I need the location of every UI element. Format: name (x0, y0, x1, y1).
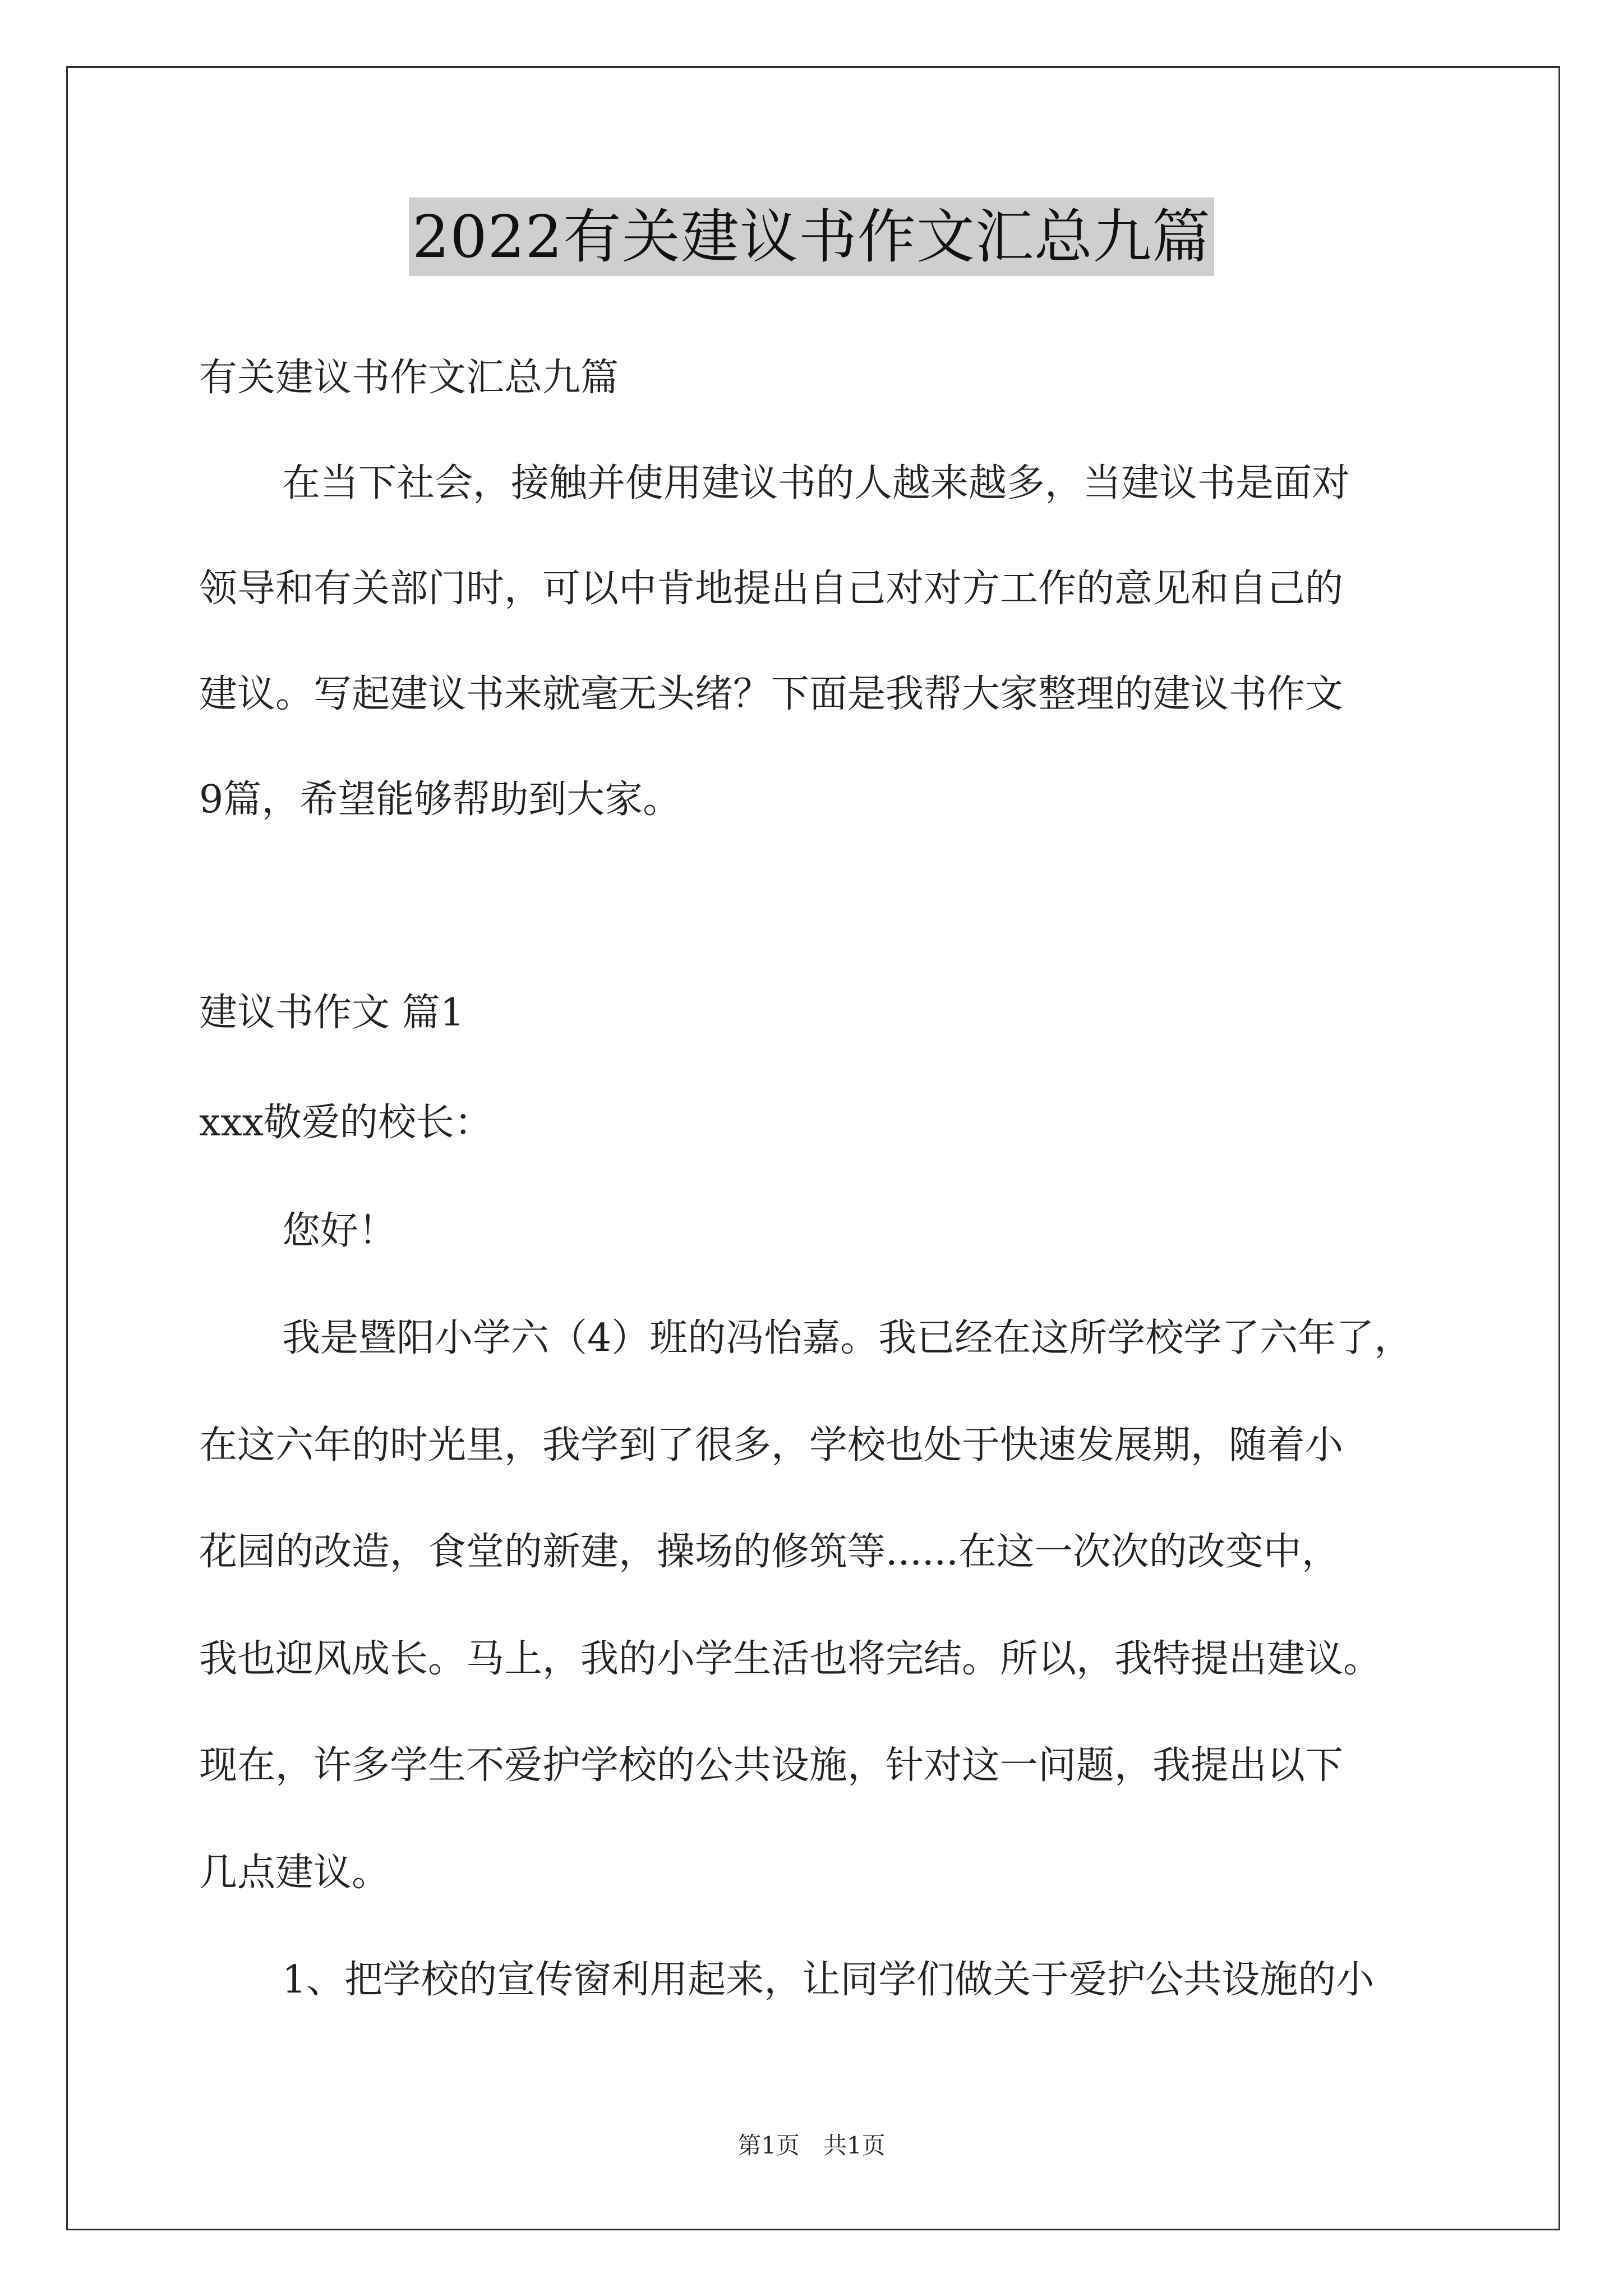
intro-line-2: 领导和有关部门时，可以中肯地提出自己对对方工作的意见和自己的 (199, 567, 1344, 611)
body-line-6: 几点建议。 (199, 1851, 390, 1895)
intro-line-1: 在当下社会，接触并使用建议书的人越来越多，当建议书是面对 (282, 461, 1350, 505)
subtitle: 有关建议书作文汇总九篇 (199, 356, 619, 400)
page-footer: 第1页 共1页 (737, 2132, 886, 2159)
salutation: xxx敬爱的校长： (199, 1101, 493, 1145)
document-title: 2022有关建议书作文汇总九篇 (409, 197, 1214, 276)
body-line-1: 我是暨阳小学六（4）班的冯怡嘉。我已经在这所学校学了六年了， (282, 1316, 1413, 1360)
body-line-4: 我也迎风成长。马上，我的小学生活也将完结。所以，我特提出建议。 (199, 1637, 1382, 1681)
intro-line-4: 9篇，希望能够帮助到大家。 (199, 777, 681, 822)
section-heading: 建议书作文 篇1 (199, 991, 464, 1035)
point-1-line: 1、把学校的宣传窗利用起来，让同学们做关于爱护公共设施的小 (282, 1958, 1375, 2002)
intro-line-3: 建议。写起建议书来就毫无头绪？下面是我帮大家整理的建议书作文 (199, 672, 1344, 716)
body-line-5: 现在，许多学生不爱护学校的公共设施，针对这一问题，我提出以下 (199, 1743, 1344, 1788)
body-line-3: 花园的改造，食堂的新建，操场的修筑等......在这一次次的改变中， (199, 1530, 1340, 1574)
greeting: 您好！ (282, 1209, 397, 1253)
title-container (0, 197, 1623, 276)
body-line-2: 在这六年的时光里，我学到了很多，学校也处于快速发展期，随着小 (199, 1423, 1344, 1467)
